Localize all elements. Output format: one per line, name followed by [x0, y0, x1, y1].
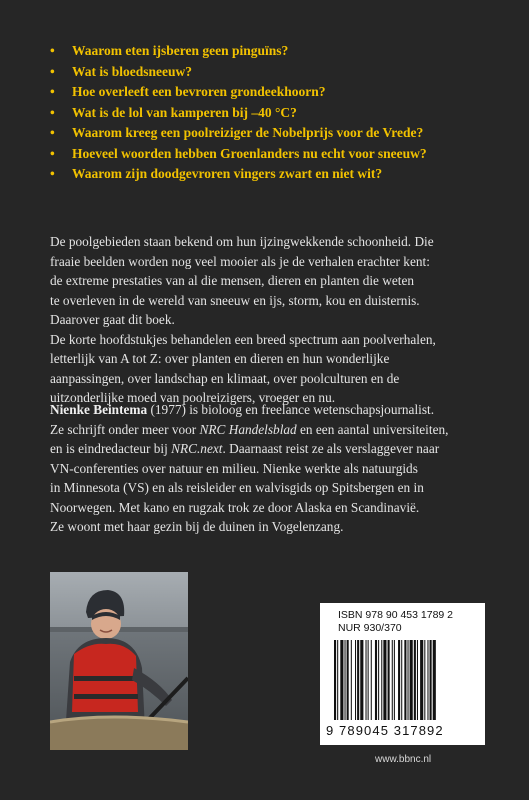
intro-line: de extreme prestaties van al die mensen, dieren en planten die weten — [50, 273, 415, 288]
barcode-bar — [424, 640, 425, 720]
bullet: • — [50, 43, 55, 58]
bio-line: Ze schrijft onder meer voor NRC Handelsblad en een aantal universiteiten, — [50, 421, 449, 437]
bullet: • — [50, 166, 55, 181]
bio-line: en is eindredacteur bij NRC.next. Daarnaast reist ze als verslaggever naar — [50, 441, 440, 456]
intro-line: te overleven in de wereld van sneeuw en ijs, storm, kou en duisternis. — [50, 292, 420, 308]
bullet: • — [50, 84, 55, 99]
barcode-bars — [334, 640, 476, 720]
intro-line: Daarover gaat dit boek. — [50, 312, 175, 327]
barcode-bar — [351, 640, 352, 720]
intro-paragraph — [50, 232, 490, 408]
isbn-info — [338, 609, 453, 635]
bio-line: in Minnesota (VS) en als reisleider en walvisgids op Spitsbergen en in — [50, 480, 424, 495]
bullet: • — [50, 63, 55, 79]
barcode-bar — [417, 640, 418, 720]
author-photo-illustration — [50, 572, 188, 750]
question-list — [50, 41, 510, 185]
barcode-bar — [410, 640, 413, 720]
barcode-bar — [427, 640, 428, 720]
barcode-bar — [347, 640, 349, 720]
author-photo — [50, 572, 188, 750]
barcode-bar — [368, 640, 369, 720]
nur-code: NUR 930/370 — [338, 622, 402, 634]
barcode-panel — [320, 603, 485, 745]
question-item: • Wat is de lol van kamperen bij –40 °C? — [50, 103, 510, 124]
barcode-bar — [401, 640, 402, 720]
intro-line: letterlijk van A tot Z: over planten en dieren en hun wonderlijke — [50, 351, 390, 366]
barcode-bar — [337, 640, 338, 720]
question-item: • Waarom kreeg een poolreiziger de Nobelprijs voor de Vrede? — [50, 123, 510, 144]
question-item: • Waarom eten ijsberen geen pinguïns? — [50, 41, 510, 62]
bio-line: Nienke Beintema (1977) is bioloog en freelance wetenschapsjournalist. — [50, 402, 435, 417]
barcode-bar — [340, 640, 343, 720]
question-item: • Hoeveel woorden hebben Groenlanders nu echt voor sneeuw? — [50, 144, 510, 165]
author-bio — [50, 400, 490, 537]
barcode-bar — [388, 640, 390, 720]
barcode-digits: 9 789045 317892 — [326, 723, 444, 738]
author-name: Nienke Beintema — [50, 402, 148, 417]
barcode-bar — [430, 640, 432, 720]
barcode-bar — [334, 640, 336, 720]
question-item: • Wat is bloedsneeuw? — [50, 62, 510, 83]
barcode-bar — [357, 640, 359, 720]
bio-line: Ze woont met haar gezin bij de duinen in Vogelenzang. — [50, 519, 344, 534]
barcode-bar — [404, 640, 406, 720]
question-item: • Hoe overleeft een bevroren grondeekhoorn? — [50, 82, 510, 103]
isbn-number: ISBN 978 90 453 1789 2 — [338, 609, 454, 621]
barcode-bar — [398, 640, 400, 720]
newspaper-title: NRC Handelsblad — [199, 421, 297, 437]
bio-line: Noorwegen. Met kano en rugzak trok ze door Alaska en Scandinavië. — [50, 499, 420, 515]
barcode-bar — [394, 640, 395, 720]
bio-line: VN-conferenties over natuur en milieu. Nienke werkte als natuurgids — [50, 460, 418, 476]
barcode-bar — [408, 640, 409, 720]
barcode-bar — [355, 640, 356, 720]
bullet: • — [50, 125, 55, 140]
barcode-bar — [383, 640, 386, 720]
bullet: • — [50, 104, 55, 120]
barcode-bar — [414, 640, 416, 720]
barcode-bar — [433, 640, 436, 720]
barcode-bar — [366, 640, 367, 720]
bullet: • — [50, 145, 55, 161]
barcode-bar — [392, 640, 393, 720]
question-item: • Waarom zijn doodgevroren vingers zwart en niet wit? — [50, 164, 510, 185]
publisher-url: www.bbnc.nl — [375, 754, 432, 765]
intro-line: De korte hoofdstukjes behandelen een breed spectrum aan poolverhalen, — [50, 331, 436, 347]
barcode-bar — [375, 640, 377, 720]
barcode-bar — [360, 640, 363, 720]
barcode-bar — [381, 640, 382, 720]
intro-line: uitzonderlijke moed van poolreizigers, vroeger en nu. — [50, 390, 336, 405]
intro-line: aanpassingen, over landschap en klimaat, over poolculturen en de — [50, 370, 400, 386]
barcode-bar — [371, 640, 372, 720]
intro-line: fraaie beelden worden nog veel mooier als je de verhalen erachter kent: — [50, 253, 430, 269]
intro-line: De poolgebieden staan bekend om hun ijzingwekkende schoonheid. Die — [50, 234, 434, 249]
barcode-bar — [345, 640, 346, 720]
barcode-bar — [378, 640, 379, 720]
barcode-bar — [420, 640, 423, 720]
newspaper-title: NRC.next — [171, 441, 223, 456]
